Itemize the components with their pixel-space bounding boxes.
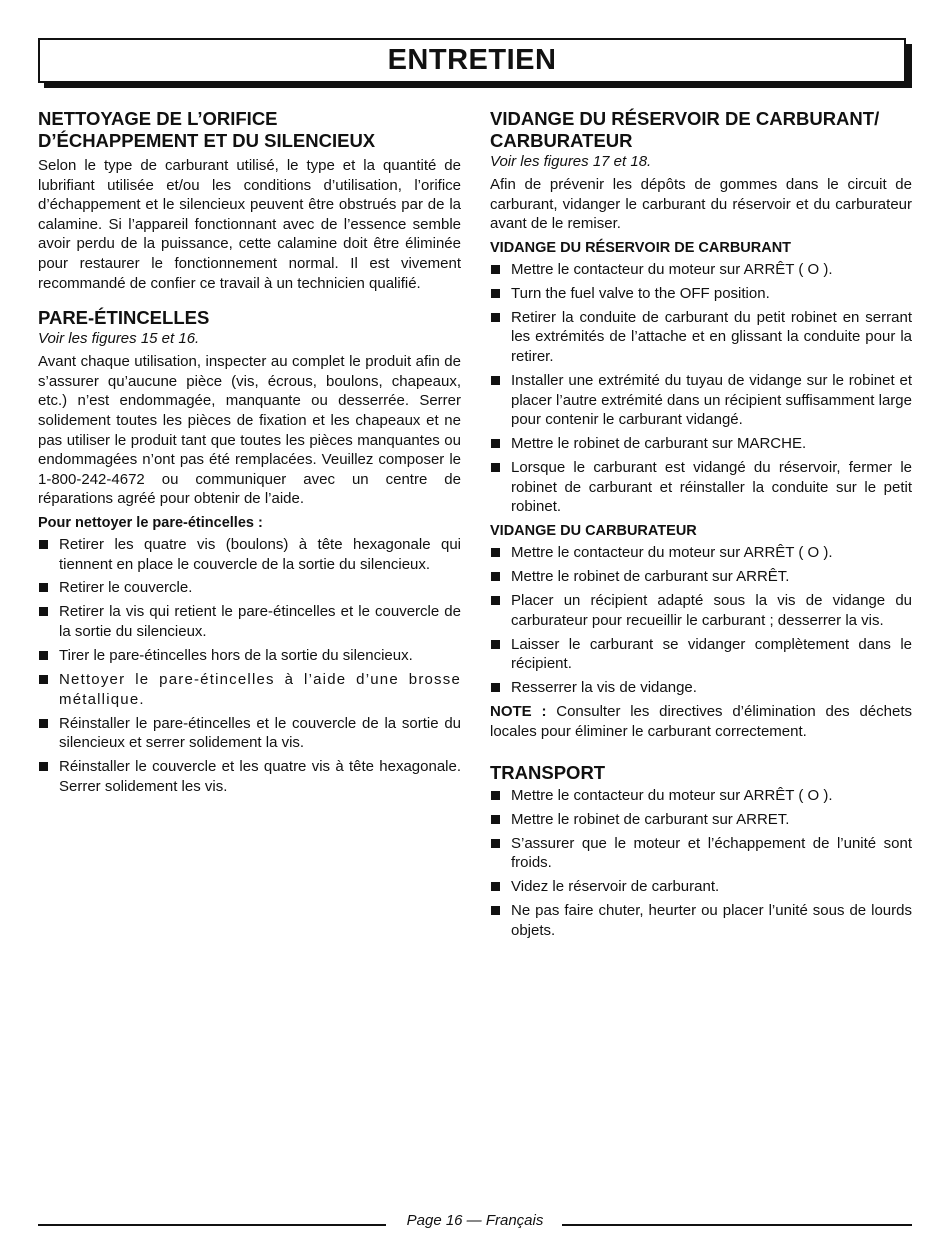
square-bullet-icon (39, 583, 48, 592)
header-box (38, 38, 906, 83)
square-bullet-icon (39, 719, 48, 728)
list-item: Mettre le robinet de carburant sur ARRET. (490, 810, 912, 830)
drain-figure-reference: Voir les figures 17 et 18. (490, 153, 652, 170)
list-item: Réinstaller le pare-étincelles et le couvercle de la sortie du silencieux et serrer solidement la vis. (38, 714, 461, 753)
list-item: Resserrer la vis de vidange. (490, 678, 912, 698)
square-bullet-icon (39, 651, 48, 660)
square-bullet-icon (491, 439, 500, 448)
square-bullet-icon (491, 882, 500, 891)
square-bullet-icon (39, 540, 48, 549)
list-item: Mettre le contacteur du moteur sur ARRÊT ( O ). (490, 786, 912, 806)
square-bullet-icon (39, 675, 48, 684)
spark-heading: PARE-ÉTINCELLES (38, 307, 210, 329)
carb-drain-heading: VIDANGE DU CARBURATEUR (490, 523, 697, 540)
list-item: Retirer la conduite de carburant du petit robinet en serrant les extrémités de l’attache et en glissant la conduite pour la retirer. (490, 308, 912, 367)
page-title: ENTRETIEN (387, 44, 557, 76)
square-bullet-icon (39, 607, 48, 616)
tank-drain-heading: VIDANGE DU RÉSERVOIR DE CARBURANT (490, 239, 792, 256)
list-item: Tirer le pare-étincelles hors de la sortie du silencieux. (38, 646, 461, 666)
list-item: Mettre le robinet de carburant sur ARRÊT. (490, 567, 912, 587)
list-item: Retirer les quatre vis (boulons) à tête hexagonale qui tiennent en place le couvercle de la sortie du silencieux. (38, 535, 461, 574)
square-bullet-icon (491, 791, 500, 800)
spark-figure-reference: Voir les figures 15 et 16. (38, 330, 200, 348)
spark-arrester-section (38, 307, 461, 796)
square-bullet-icon (39, 762, 48, 771)
exhaust-heading-line1: NETTOYAGE DE L’ORIFICE (38, 108, 278, 129)
list-item: Retirer le couvercle. (38, 578, 461, 598)
page-number: Page 16 — Français (406, 1212, 544, 1229)
square-bullet-icon (491, 839, 500, 848)
left-column (38, 108, 461, 810)
list-item: S’assurer que le moteur et l’échappement de l’unité sont froids. (490, 834, 912, 873)
drain-heading (490, 108, 912, 152)
square-bullet-icon (491, 463, 500, 472)
square-bullet-icon (491, 906, 500, 915)
drain-heading-line1: VIDANGE DU RÉSERVOIR DE CARBURANT/ (490, 108, 880, 129)
drain-body: Afin de prévenir les dépôts de gommes dans le circuit de carburant, vidanger le carburant du réservoir et du carburateur avant de le remiser. (490, 176, 912, 233)
square-bullet-icon (491, 572, 500, 581)
square-bullet-icon (491, 289, 500, 298)
square-bullet-icon (491, 376, 500, 385)
carb-drain-steps-list (490, 543, 912, 698)
list-item: Laisser le carburant se vidanger complètement dans le récipient. (490, 635, 912, 674)
list-item: Réinstaller le couvercle et les quatre vis à tête hexagonale. Serrer solidement les vis. (38, 757, 461, 796)
note-label: NOTE : (490, 703, 547, 721)
spark-body: Avant chaque utilisation, inspecter au complet le produit afin de s’assurer qu’aucune pièce (vis, écrous, boulons, chapeaux, etc.) n’est endommagée, manquante ou desserrée. Serrer solidement toutes les pièces de fixation et les chapeaux et ne pas utiliser le produit tant que toutes les pièces manquantes ou endommagées n’ont pas été remplacées. Veuillez composer le 1-800-242-4672 ou communiquer avec un centre de réparations agréé pour obtenir de l’aide. (38, 353, 461, 508)
note-text: Consulter les directives d’élimination des déchets locales pour éliminer le carburant correctement. (490, 703, 912, 740)
square-bullet-icon (491, 815, 500, 824)
drain-heading-line2: CARBURATEUR (490, 130, 633, 151)
list-item: Turn the fuel valve to the OFF position. (490, 284, 912, 304)
page-header (38, 38, 912, 88)
tank-drain-steps-list (490, 260, 912, 517)
list-item: Mettre le contacteur du moteur sur ARRÊT ( O ). (490, 260, 912, 280)
page-footer (38, 1210, 912, 1234)
spark-steps-list (38, 535, 461, 796)
list-item: Lorsque le carburant est vidangé du réservoir, fermer le robinet de carburant et réinstaller la conduite sur le petit robinet. (490, 458, 912, 517)
exhaust-heading (38, 108, 461, 152)
exhaust-body: Selon le type de carburant utilisé, le type et la quantité de lubrifiant utilisée et/ou les conditions d’utilisation, l’orifice d’échappement et le silencieux peuvent être obstrués par de la calamine. Si l’appareil fonctionnant avec de l’essence semble avoir perdu de la puissance, cette calamine doit être éliminée pour restaurer le fonctionnement normal. Il est vivement recommandé de confier ce travail à un technicien qualifié. (38, 157, 461, 292)
list-item: Mettre le contacteur du moteur sur ARRÊT ( O ). (490, 543, 912, 563)
square-bullet-icon (491, 548, 500, 557)
list-item: Installer une extrémité du tuyau de vidange sur le robinet et placer l’autre extrémité dans un récipient suffisamment large pour contenir le carburant vidangé. (490, 371, 912, 430)
square-bullet-icon (491, 313, 500, 322)
list-item: Placer un récipient adapté sous la vis de vidange du carburateur pour recueillir le carburant ; desserrer la vis. (490, 591, 912, 630)
transport-section (490, 762, 912, 941)
list-item: Retirer la vis qui retient le pare-étincelles et le couvercle de la sortie du silencieux. (38, 602, 461, 641)
list-item: Videz le réservoir de carburant. (490, 877, 912, 897)
drain-note (490, 702, 912, 741)
list-item: Mettre le robinet de carburant sur MARCHE. (490, 434, 912, 454)
list-item: Ne pas faire chuter, heurter ou placer l’unité sous de lourds objets. (490, 901, 912, 940)
transport-steps-list (490, 786, 912, 941)
exhaust-section (38, 108, 461, 293)
right-column (490, 108, 912, 954)
square-bullet-icon (491, 683, 500, 692)
square-bullet-icon (491, 265, 500, 274)
fuel-drain-section (490, 108, 912, 742)
square-bullet-icon (491, 596, 500, 605)
transport-heading: TRANSPORT (490, 761, 606, 783)
spark-subheading: Pour nettoyer le pare-étincelles : (38, 514, 263, 531)
list-item: Nettoyer le pare-étincelles à l’aide d’une brosse métallique. (38, 670, 461, 709)
exhaust-heading-line2: D’ÉCHAPPEMENT ET DU SILENCIEUX (38, 130, 376, 151)
square-bullet-icon (491, 640, 500, 649)
